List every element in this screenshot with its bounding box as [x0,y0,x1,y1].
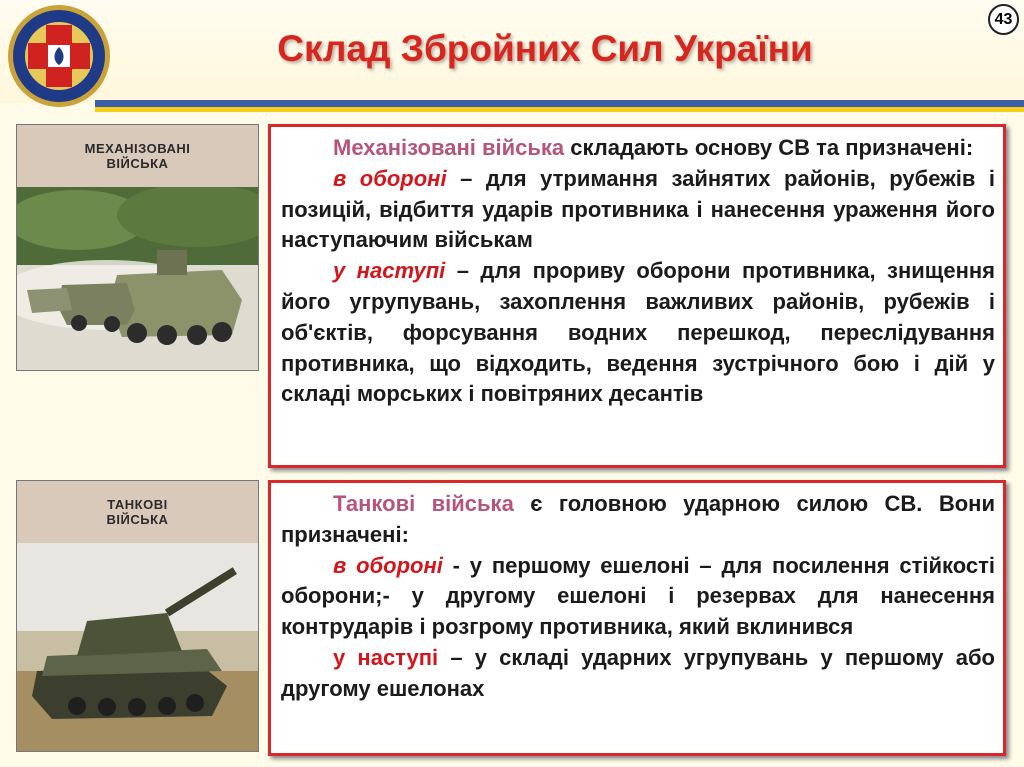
tank-defense-label: в обороні [333,552,443,578]
mechanized-offense-text: – для прориву оборони противника, знищення його угрупувань, захоплення важливих районів, рубежів і об'єктів, форсування водних перешкод, переслідування противника, що відходить, ведення зустрічного бою і дій у складі морських і повітряних десантів [281,258,995,407]
mechanized-defense-text: – для утримання зайнятих районів, рубежів і позицій, відбиття ударів противника і нанесення ураження його наступаючим військам [281,165,995,253]
tank-troops-photo [16,480,259,752]
tank-intro-text: є головною ударною силою СВ. Вони призначені: [281,491,995,547]
mechanized-offense-label: у наступі [333,258,446,284]
mechanized-troops-photo [16,124,259,371]
mechanized-intro-text: складають основу СВ та призначені: [564,135,974,160]
tank-offense-label: у наступі [333,644,439,670]
tank-intro [281,489,995,551]
tank-offense [281,643,995,705]
emblem-logo-icon [6,3,112,109]
tank-troops-label [17,481,258,543]
mechanized-defense [281,164,995,256]
mechanized-highlight: Механізовані війська [333,135,565,160]
tank-highlight: Танкові війська [333,491,514,516]
tank-label-line1: ТАНКОВІ [107,497,168,512]
slide-title: Склад Збройних Сил України [277,28,813,69]
mechanized-label-line2: ВІЙСЬКА [106,156,169,171]
tank-troops-panel [268,480,1006,756]
tank-label-line2: ВІЙСЬКА [106,512,169,527]
tank-defense-text: - у першому ешелоні – для посилення стійкості оборони;- у другому ешелоні і резервах для нанесення контрударів і розгрому противника, який вклинився [281,552,996,640]
mechanized-label-line1: МЕХАНІЗОВАНІ [84,141,191,156]
mechanized-offense [281,256,995,410]
page-number-badge: 43 [988,4,1019,35]
mechanized-intro [281,133,995,164]
mechanized-troops-panel [268,124,1006,468]
mechanized-defense-label: в обороні [333,165,447,191]
tank-defense [281,551,995,643]
mechanized-troops-label [17,125,258,187]
tank-offense-text: – у складі ударних угрупувань у першому або другому ешелонах [281,644,995,701]
header-yellow-bar [95,107,1024,112]
header-blue-bar [95,100,1024,107]
